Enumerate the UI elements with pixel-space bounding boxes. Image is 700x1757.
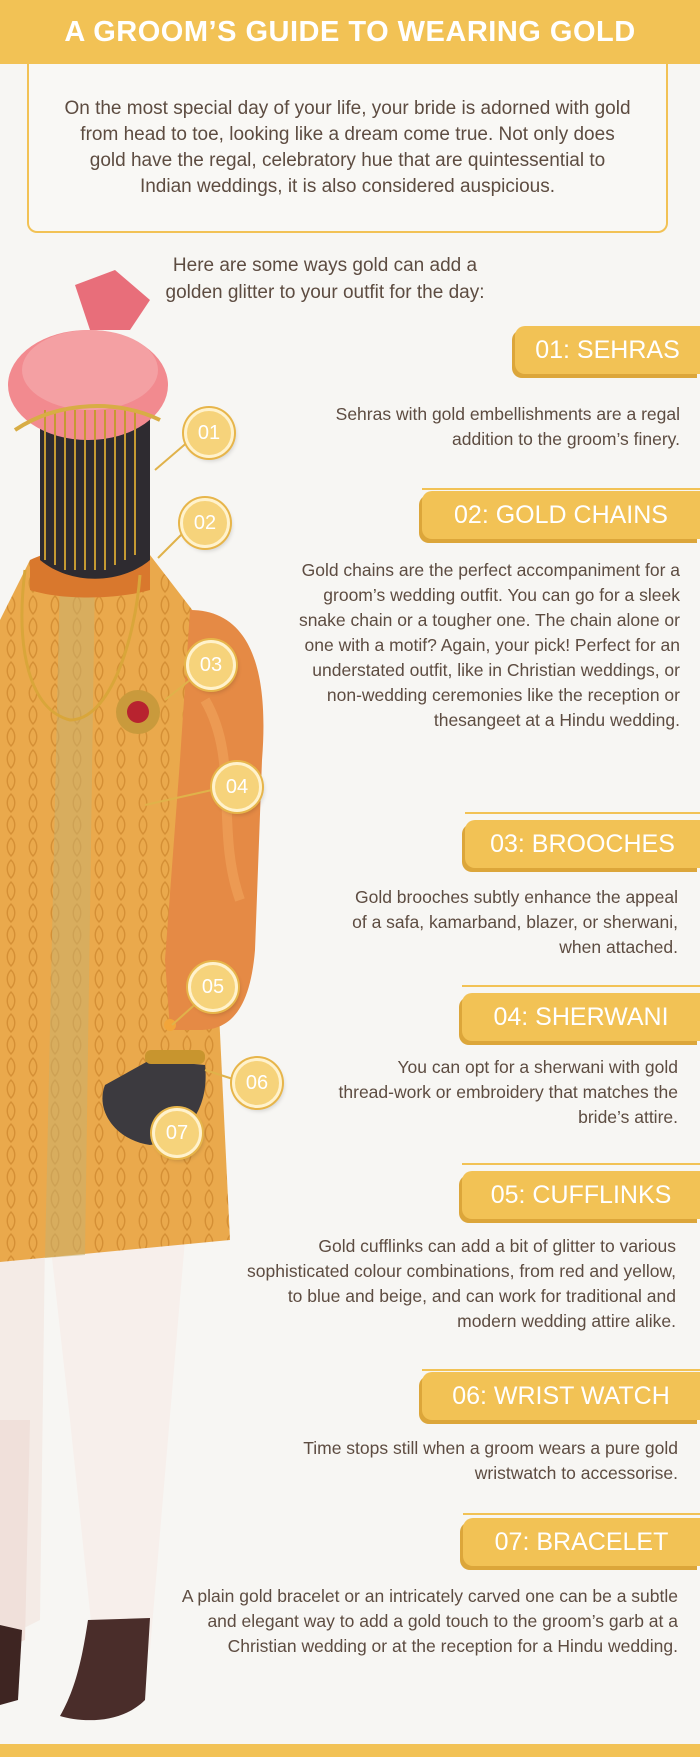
callout-brooches: 03 — [186, 640, 236, 690]
section-text-bracelet: A plain gold bracelet or an intricately carved one can be a subtle and elegant way to add a gold touch to the groom’s garb at a Christian wedding or at the reception for a Hindu wedding. — [181, 1586, 678, 1656]
shoe-icon — [60, 1618, 150, 1720]
intro-text: On the most special day of your life, your bride is adorned with gold from head to toe, looking like a dream come true. Not only does gold have the regal, celebratory hue that are quintessential to Indian weddings, it is also considered auspicious. — [64, 97, 631, 197]
intro-box — [27, 64, 668, 233]
section-title-wrist-watch: 06: WRIST WATCH — [422, 1372, 700, 1420]
lead-text: Here are some ways gold can add a golden glitter to your outfit for the day: — [165, 255, 485, 303]
turban-icon — [75, 270, 150, 330]
callout-sherwani: 04 — [212, 762, 262, 812]
section-title-cufflinks: 05: CUFFLINKS — [462, 1171, 700, 1219]
section-text-sehras: Sehras with gold embellishments are a regal addition to the groom’s finery. — [335, 404, 680, 449]
page-title: A GROOM’S GUIDE TO WEARING GOLD — [64, 15, 636, 48]
section-rule-brooches — [465, 812, 700, 814]
section-title-bracelet: 07: BRACELET — [463, 1518, 700, 1566]
section-rule-bracelet — [463, 1513, 700, 1515]
section-text-brooches: Gold brooches subtly enhance the appeal of a safa, kamarband, blazer, or sherwani, when attached. — [352, 887, 678, 957]
section-title-sherwani: 04: SHERWANI — [462, 993, 700, 1041]
section-rule-gold-chains — [422, 488, 700, 490]
section-title-sehras: 01: SEHRAS — [515, 326, 700, 374]
watch-icon — [145, 1050, 205, 1064]
title-banner — [0, 0, 700, 64]
section-rule-cufflinks — [462, 1163, 700, 1165]
callout-bracelet: 07 — [152, 1108, 202, 1158]
groom-illustration — [0, 260, 300, 1740]
section-rule-wrist-watch — [422, 1369, 700, 1371]
section-text-wrist-watch: Time stops still when a groom wears a pure gold wristwatch to accessorise. — [303, 1438, 678, 1483]
callout-gold-chains: 02 — [180, 498, 230, 548]
callout-sehras: 01 — [184, 408, 234, 458]
section-title-brooches: 03: BROOCHES — [465, 820, 700, 868]
callout-cufflinks: 05 — [188, 962, 238, 1012]
section-title-gold-chains: 02: GOLD CHAINS — [422, 491, 700, 539]
section-rule-sherwani — [462, 985, 700, 987]
bottom-bar — [0, 1744, 700, 1757]
callout-wrist-watch: 06 — [232, 1058, 282, 1108]
section-text-cufflinks: Gold cufflinks can add a bit of glitter to various sophisticated colour combinations, from red and yellow, to blue and beige, and can work for traditional and modern wedding attire alike. — [247, 1236, 676, 1331]
section-text-sherwani: You can opt for a sherwani with gold thread-work or embroidery that matches the bride’s attire. — [338, 1057, 678, 1127]
section-text-gold-chains: Gold chains are the perfect accompaniment for a groom’s wedding outfit. You can go for a sleek snake chain or a tougher one. The chain alone or one with a motif? Again, your pick! Perfect for an understated outfit, like in Christian weddings, or non-wedding ceremonies like the reception or thesangeet at a Hindu wedding. — [298, 560, 680, 730]
